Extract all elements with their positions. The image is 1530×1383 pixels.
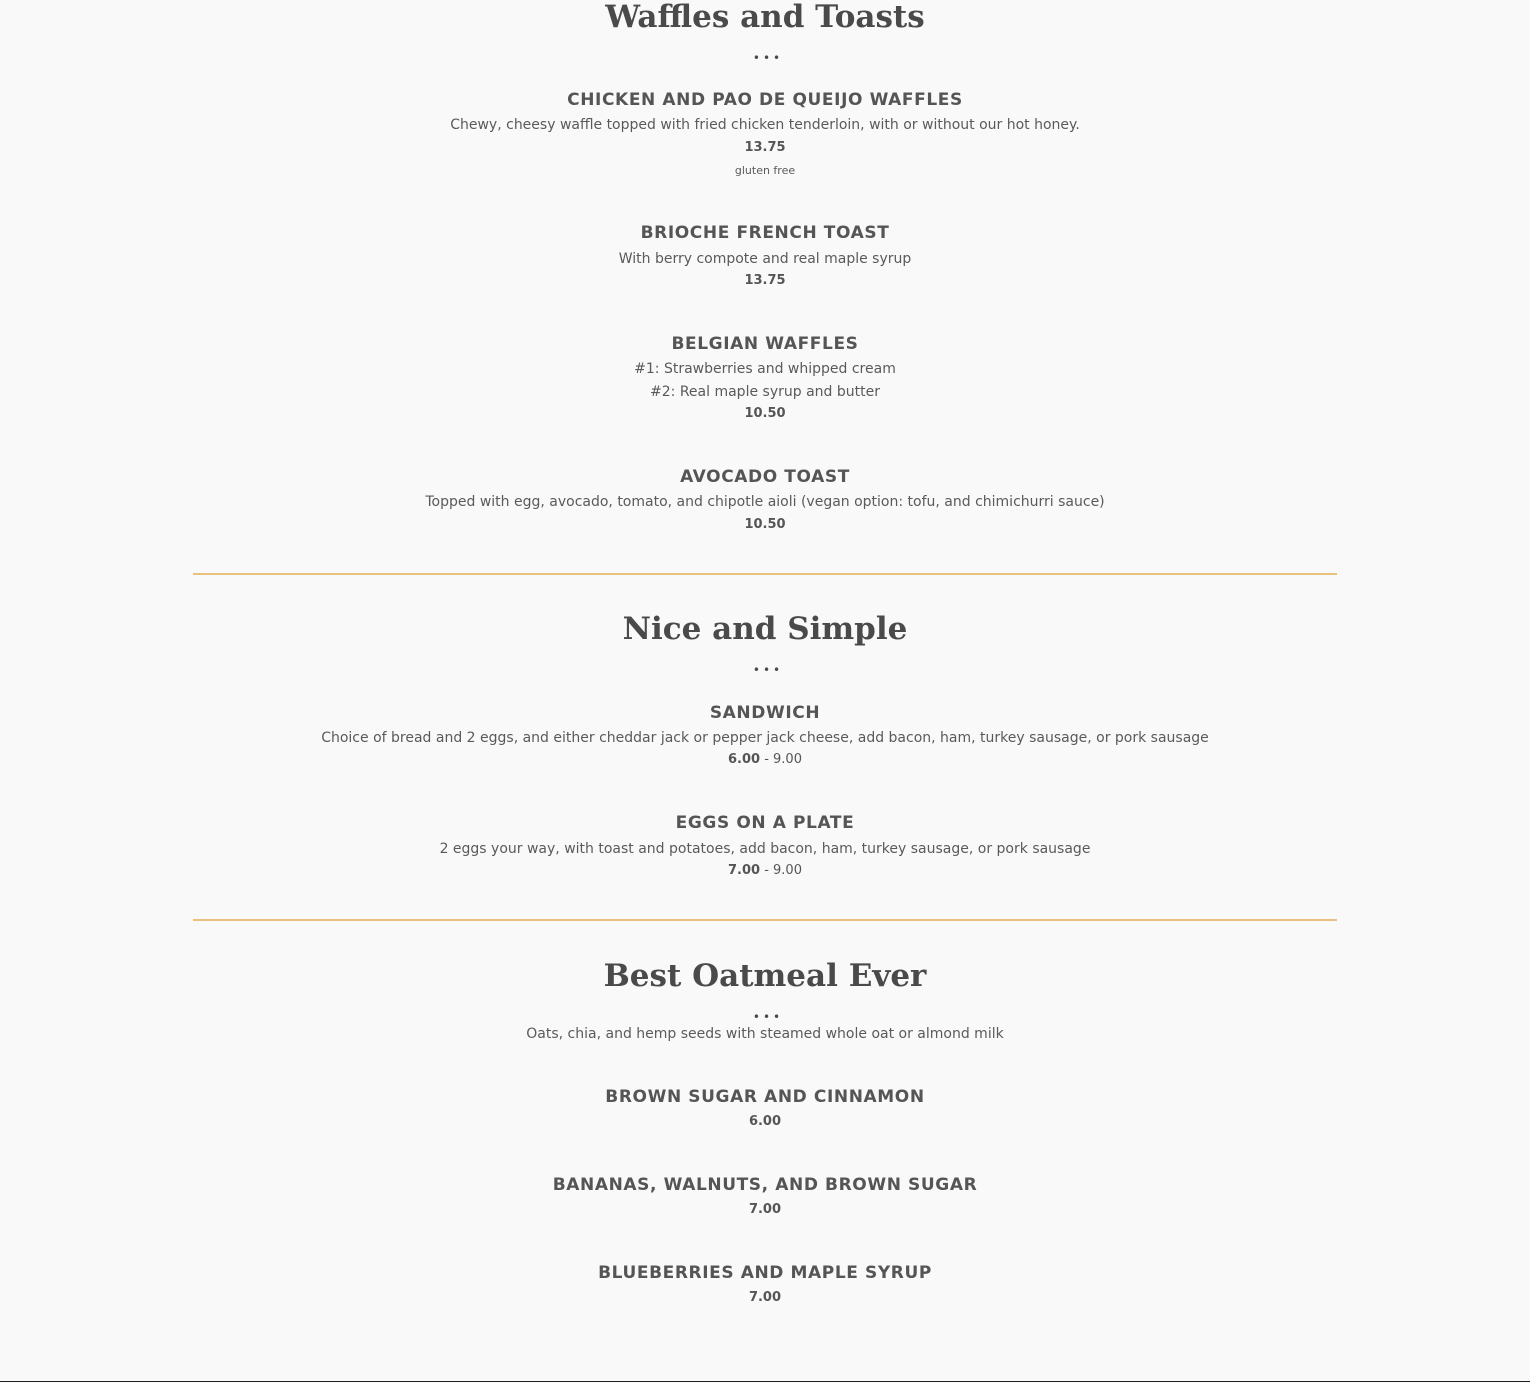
menu-item-description: Topped with egg, avocado, tomato, and chipotle aioli (vegan option: tofu, and chimichurri sauce) xyxy=(425,494,1105,510)
section-title-nice-simple: Nice and Simple xyxy=(622,611,908,647)
menu-item-price xyxy=(0,139,1530,157)
price-value: 13.75 xyxy=(744,273,786,288)
section-divider xyxy=(193,573,1337,575)
section-description: Oats, chia, and hemp seeds with steamed whole oat or almond milk xyxy=(526,1026,1004,1042)
section-dots-icon: ••• xyxy=(752,1010,784,1024)
menu-item-name: SANDWICH xyxy=(709,703,821,723)
menu-item-price xyxy=(0,272,1530,290)
menu-item-name: CHICKEN AND PAO DE QUEIJO WAFFLES xyxy=(567,90,963,110)
price-value: 6.00 xyxy=(728,752,761,767)
menu-item-description: With berry compote and real maple syrup xyxy=(618,251,912,267)
menu-item-name: AVOCADO TOAST xyxy=(680,467,850,487)
price-value: 6.00 xyxy=(748,1114,782,1129)
menu-item-name: EGGS ON A PLATE xyxy=(675,813,855,833)
menu-item-price xyxy=(0,1289,1530,1307)
menu-item-name: BROWN SUGAR AND CINNAMON xyxy=(605,1087,925,1107)
menu-item-description: #2: Real maple syrup and butter xyxy=(650,384,880,400)
price-value: 7.00 xyxy=(748,1290,782,1305)
section-dots-icon: ••• xyxy=(752,51,784,65)
price-value: 7.00 xyxy=(728,863,761,878)
section-dots-icon: ••• xyxy=(752,663,784,677)
menu-item-name: BANANAS, WALNUTS, AND BROWN SUGAR xyxy=(552,1175,978,1195)
price-value: 7.00 xyxy=(748,1202,782,1217)
price-value: 10.50 xyxy=(744,517,786,532)
menu-item-name: BLUEBERRIES AND MAPLE SYRUP xyxy=(598,1263,932,1283)
section-title-oatmeal: Best Oatmeal Ever xyxy=(603,958,927,994)
menu-item-price xyxy=(0,862,1530,880)
price-max: - 9.00 xyxy=(760,752,802,767)
menu-item-description: Chewy, cheesy waffle topped with fried chicken tenderloin, with or without our hot honey. xyxy=(450,117,1080,133)
menu-item-price xyxy=(0,751,1530,769)
price-value: 13.75 xyxy=(744,140,786,155)
section-title-waffles: Waffles and Toasts xyxy=(605,0,925,35)
price-max: - 9.00 xyxy=(760,863,802,878)
menu-item-description: #1: Strawberries and whipped cream xyxy=(634,361,896,377)
menu-item-name: BRIOCHE FRENCH TOAST xyxy=(640,223,890,243)
menu-item-price xyxy=(0,1201,1530,1219)
menu-item-price xyxy=(0,405,1530,423)
menu-item-description: 2 eggs your way, with toast and potatoes, add bacon, ham, turkey sausage, or pork sausage xyxy=(439,841,1091,857)
menu-item-price xyxy=(0,1113,1530,1131)
menu-item-description: Choice of bread and 2 eggs, and either cheddar jack or pepper jack cheese, add bacon, ham, turkey sausage, or pork sausage xyxy=(321,730,1209,746)
price-value: 10.50 xyxy=(744,406,786,421)
menu-item-price xyxy=(0,516,1530,534)
menu-item-name: BELGIAN WAFFLES xyxy=(671,334,859,354)
menu-item-note: gluten free xyxy=(734,164,796,177)
section-divider xyxy=(193,919,1337,921)
